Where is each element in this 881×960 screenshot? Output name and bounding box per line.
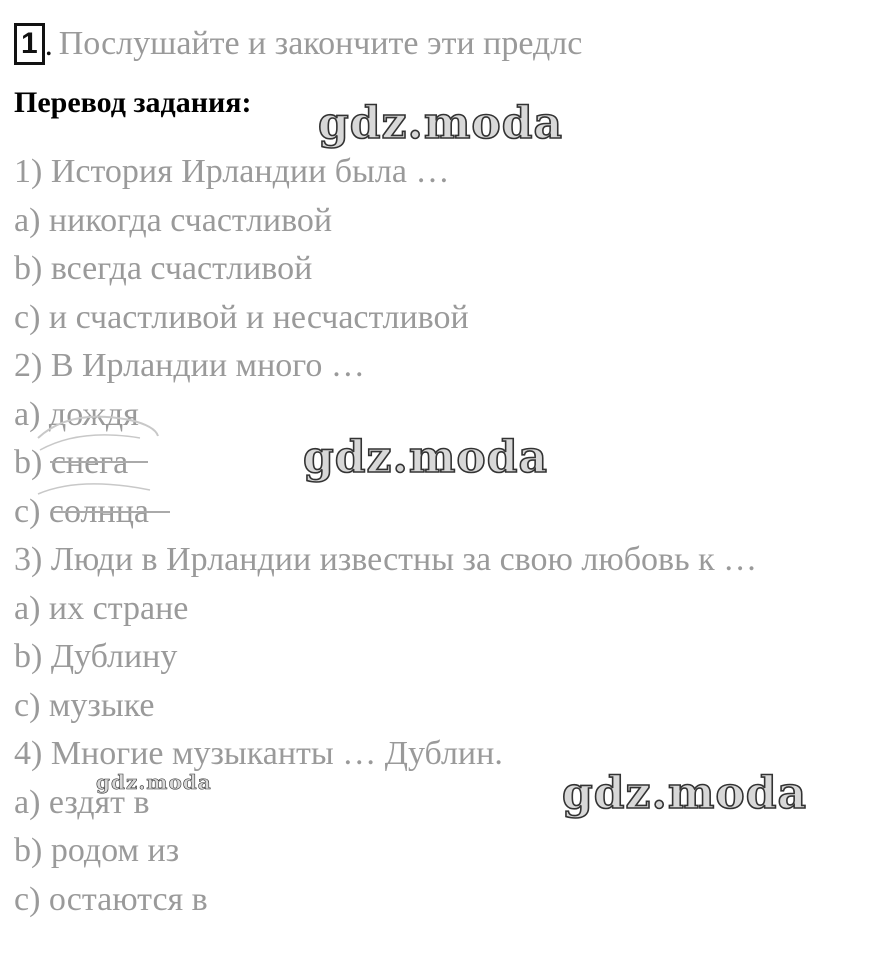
task-number-box: 1 (14, 23, 45, 65)
task-header (14, 20, 669, 68)
translation-heading: Перевод задания: (14, 86, 252, 119)
answer-4a: a) ездят в (14, 783, 150, 821)
task-number-dot: . (44, 25, 53, 62)
answer-2b: b) снега (14, 444, 129, 481)
answer-4c: c) остаются в (14, 880, 208, 918)
question-2: 2) В Ирландии много … (14, 347, 365, 384)
watermark-logo: gdz.moda (562, 768, 808, 819)
question-4: 4) Многие музыканты … Дублин. (14, 735, 503, 772)
answer-2a: a) дождя (14, 395, 139, 433)
watermark-logo-small: gdz.moda (96, 770, 212, 794)
answer-4b: b) родом из (14, 832, 180, 869)
question-3: 3) Люди в Ирландии известны за свою любовь к … (14, 541, 758, 578)
answer-1b: b) всегда счастливой (14, 250, 313, 287)
watermark-logo: gdz.moda (303, 432, 549, 483)
watermark-logo: gdz.moda (318, 98, 564, 149)
answer-1c: c) и счастливой и несчастливой (14, 298, 469, 336)
answer-1a: a) никогда счастливой (14, 201, 333, 239)
task-instruction: Послушайте и закончите эти предлс (58, 25, 583, 62)
answer-3b: b) Дублину (14, 638, 178, 675)
question-1: 1) История Ирландии была … (14, 153, 450, 190)
answer-3c: c) музыке (14, 686, 155, 724)
answer-2c: c) солнца (14, 492, 150, 530)
answer-3a: a) их стране (14, 589, 189, 627)
